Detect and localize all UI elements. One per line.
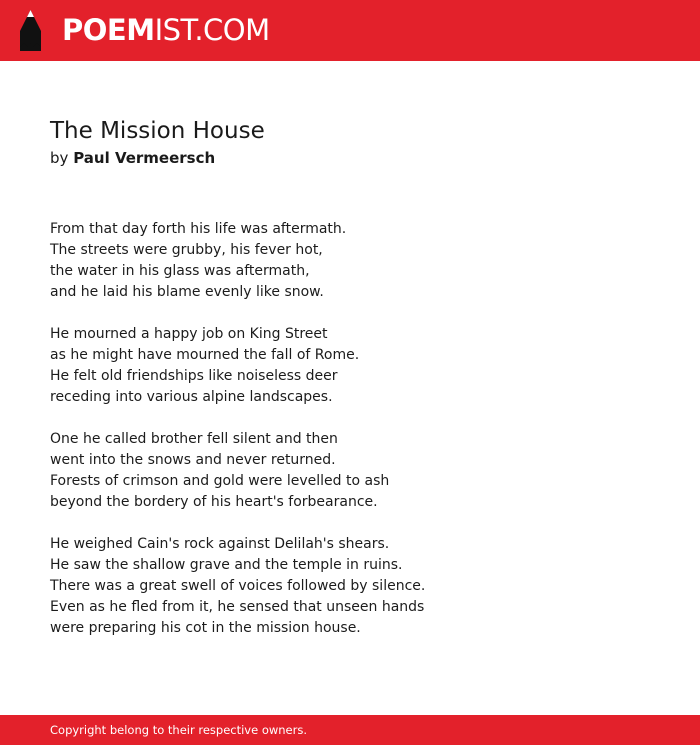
- poem-line: Even as he fled from it, he sensed that unseen hands: [50, 599, 425, 615]
- poem-line: From that day forth his life was aftermath.: [50, 221, 347, 237]
- site-logo[interactable]: [62, 13, 270, 47]
- poem-line: beyond the bordery of his heart's forbearance.: [50, 494, 378, 510]
- poem-line: One he called brother fell silent and then: [50, 431, 338, 447]
- byline-prefix: by: [50, 149, 69, 167]
- copyright-text: Copyright belong to their respective owners.: [50, 723, 308, 737]
- stanza-1: [50, 219, 650, 303]
- poem-line: and he laid his blame evenly like snow.: [50, 284, 324, 300]
- poem-line: Forests of crimson and gold were levelled to ash: [50, 473, 390, 489]
- poem-line: as he might have mourned the fall of Rome.: [50, 347, 360, 363]
- poem-line: He weighed Cain's rock against Delilah's shears.: [50, 536, 390, 552]
- poem-line: went into the snows and never returned.: [50, 452, 336, 468]
- site-footer: [0, 715, 700, 745]
- logo-light-text: IST.COM: [154, 13, 270, 47]
- stanza-2: [50, 324, 650, 408]
- poem-line: The streets were grubby, his fever hot,: [50, 242, 323, 258]
- stanza-3: [50, 429, 650, 513]
- poem-line: He felt old friendships like noiseless deer: [50, 368, 338, 384]
- author-name: Paul Vermeersch: [73, 149, 216, 167]
- poem-line: There was a great swell of voices followed by silence.: [50, 578, 426, 594]
- poem-line: the water in his glass was aftermath,: [50, 263, 310, 279]
- poem-body: [50, 219, 650, 660]
- site-header: [0, 0, 700, 61]
- pencil-logo-icon[interactable]: [17, 9, 44, 52]
- poem-line: He saw the shallow grave and the temple in ruins.: [50, 557, 403, 573]
- stanza-4: [50, 534, 650, 639]
- poem-line: receding into various alpine landscapes.: [50, 389, 333, 405]
- poem-title: The Mission House: [50, 118, 265, 144]
- poem-line: He mourned a happy job on King Street: [50, 326, 328, 342]
- logo-bold-text: POEM: [62, 13, 155, 47]
- byline: [50, 149, 215, 168]
- poem-line: were preparing his cot in the mission house.: [50, 620, 361, 636]
